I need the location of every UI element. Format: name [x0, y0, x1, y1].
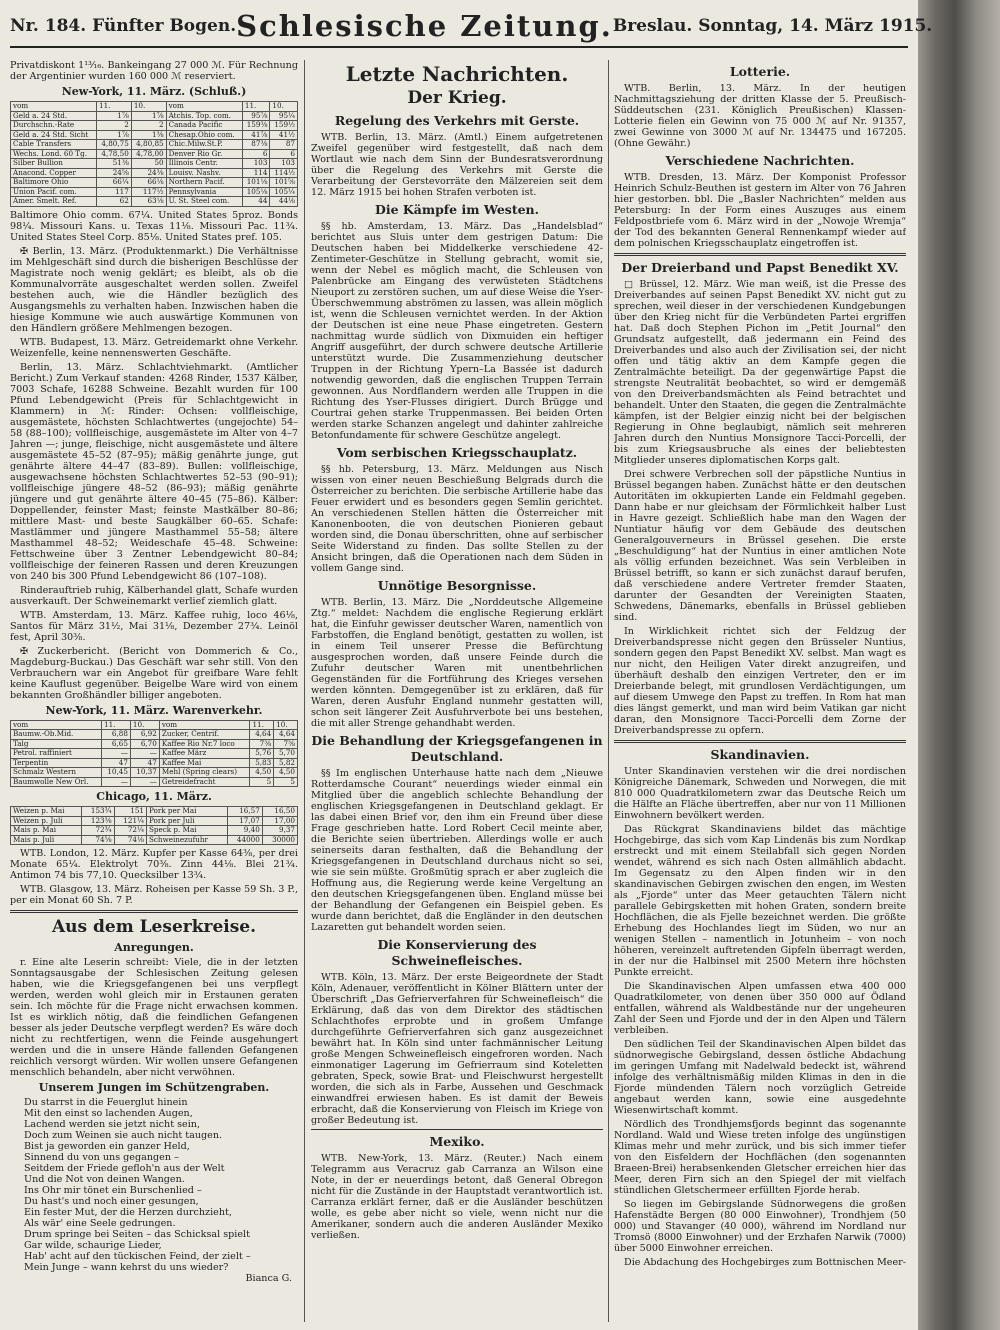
table-cell: 151: [114, 807, 146, 817]
table-cell: 17,07: [227, 816, 262, 826]
table-cell: 9,37: [262, 826, 297, 836]
article-body: Die Abdachung des Hochgebirges zum Bottnischen Meer-: [624, 1257, 906, 1268]
table-cell: 63⅛: [131, 197, 166, 207]
market-report: ✠ Zuckerbericht. (Bericht von Dommerich & Co., Magdeburg-Buckau.) Das Geschäft war sehr still. Von den Verbrauchern war ein Angebot für greifbare Ware fehlt keine Kauflust gegenüber. Beigelbe Ware wird von einem bekannten Großhändler billiger angeboten.: [10, 645, 298, 701]
table-cell: 2: [97, 121, 132, 131]
table-cell: Anacond. Copper: [11, 168, 97, 178]
poem-line: Du starrst in die Feuerglut hinein: [24, 1097, 188, 1108]
table-cell: Kaffee Rio Nr.7 loco: [159, 739, 250, 749]
article-headline: Unnötige Besorgnisse.: [377, 578, 537, 593]
reader-letter: r. Eine alte Leserin schreibt: Viele, die in der letzten Sonntagsausgabe der Schlesischen Zeitung gelesen haben, wie die Kriegsgefangenen bei uns verpflegt werden, werden wohl gleich mir in Erstaunen geraten sein. Ich möchte für die Frage nicht erwachsen kommen. Ist es wirklich nötig, daß die feindlichen Gefangenen besser als jeder Deutsche verpflegt werden? Es wäre doch nicht zu rechtfertigen, wenn die Feinde ausgehungert werden und die in unsere Hände fallenden Gefangenen reichlich versorgt würden. Wir wollen unsere Gefangenen menschlich behandeln, aber nicht verwöhnen.: [10, 957, 298, 1078]
table-cell: Chic.Milw.St.P.: [166, 140, 242, 150]
table-cell: 2: [131, 121, 166, 131]
chicago-table: [10, 806, 298, 845]
poem-line: Lachend werden sie jetzt nicht sein,: [24, 1119, 200, 1130]
table-cell: 114½: [270, 168, 298, 178]
article-body: In Wirklichkeit richtet sich der Feldzug der Dreiverbandspresse nicht gegen den Brüsseler Nuntius, sondern gegen den Papst Benedikt XV. selbst. Man wagt es nur nicht, den Heiligen Vater direkt anzugreifen, und überhäuft deshalb den einzigen Vertreter, den er im Dreierbande belegt, mit grundlosen Verdächtigungen, um auf diesem Umwege den Papst zu treffen. In Rom hat man dies längst gemerkt, und man wird beim Vatikan gar nicht daran, den Monsignore Tacci-Porcelli dem Zorne der Dreiverbandspresse zu opfern.: [614, 626, 906, 736]
poem-line: Mein Junge – wann kehrst du uns wieder?: [24, 1262, 229, 1273]
table-cell: Silber Bullion: [11, 159, 97, 169]
table-cell: Chesap.Ohio com.: [166, 130, 242, 140]
table-cell: Zucker, Centrif.: [159, 730, 250, 740]
table-cell: Mais p. Juli: [11, 835, 82, 845]
article-headline: Lotterie.: [729, 64, 791, 79]
table-cell: 6,92: [130, 730, 159, 740]
table-cell: —: [102, 749, 131, 759]
table-header: vom: [159, 720, 250, 730]
book-binding-edge: [918, 0, 1000, 1330]
table-cell: —: [102, 777, 131, 787]
article-headline: Skandinavien.: [710, 747, 810, 762]
poem-line: Sinnend du von uns gegangen –: [24, 1152, 179, 1163]
table-cell: Pork per Mai: [146, 807, 227, 817]
table-cell: Illinois Centr.: [166, 159, 242, 169]
table-cell: 7⅜: [250, 739, 274, 749]
table-cell: 4,50: [274, 768, 298, 778]
table-header: 11.: [97, 102, 132, 112]
table-cell: 5: [250, 777, 274, 787]
table-cell: 74⅛: [114, 835, 146, 845]
article-headline: Verschiedene Nachrichten.: [665, 153, 855, 168]
table-header: 10.: [274, 720, 298, 730]
table-cell: Petrol. raffiniert: [11, 749, 102, 759]
table-cell: 1⅞: [97, 130, 132, 140]
table-cell: 10,45: [102, 768, 131, 778]
table-cell: Schweinezufuhr: [146, 835, 227, 845]
column-rule: [304, 60, 305, 1322]
article-body: Drei schwere Verbrechen soll der päpstliche Nuntius in Brüssel begangen haben. Zunächst hätte er den deutschen Autoritäten im okkupierten Lande ein Feldmahl gegeben. Dann habe er nur gleichsam der Förmlichkeit halber Lust in Havre gezeigt. Schließlich habe man den Wagen der Nuntiatur häufig vor dem Gebäude des deutschen Generalgouverneurs in Brüssel gesehen. Die erste „Beschuldigung“ hat der Nuntius in einer amtlichen Note als völlig erfunden bezeichnet. Was sein Verbleiben in Brüssel betrifft, so kann er sich zunächst darauf berufen, daß verschiedene andere Vertreter fremder Staaten, darunter der Gesandten der Vereinigten Staaten, Schwedens, Dänemarks, ebenfalls in Brüssel geblieben sind.: [614, 469, 906, 623]
poem-signature: Bianca G.: [245, 1273, 292, 1284]
poem-line: Du hast's und noch einer gesungen,: [24, 1196, 199, 1207]
table-cell: Mais p. Mai: [11, 826, 82, 836]
table-cell: 103: [242, 159, 270, 169]
table-cell: Amer. Smelt. Ref.: [11, 197, 97, 207]
market-header-ware: New-York, 11. März. Warenverkehr.: [45, 703, 263, 717]
table-header: 11.: [102, 720, 131, 730]
section-divider: [614, 740, 906, 743]
article-body: Den südlichen Teil der Skandinavischen Alpen bildet das südnorwegische Gebirgsland, dessen östliche Abdachung im geringen Umfang mit Nadelwald bedeckt ist, während infolge des verhältnismäßig milden Klimas in den in die Fjorde mündenden Tälern noch vorzüglich Getreide angebaut werden kann, sowie eine ausgedehnte Wiesenwirtschaft kommt.: [614, 1039, 906, 1116]
issue-date: Breslau. Sonntag, 14. März 1915.: [612, 16, 933, 36]
table-cell: Pennsylvania: [166, 187, 242, 197]
poem-title: Unserem Jungen im Schützengraben.: [38, 1081, 270, 1094]
table-cell: 5,70: [274, 749, 298, 759]
poem-line: Und die Not von deinen Wangen.: [24, 1174, 185, 1185]
table-cell: 6: [270, 149, 298, 159]
table-cell: 6,70: [130, 739, 159, 749]
market-report: ✠ Berlin, 13. März. (Produktenmarkt.) Die Verhältnisse im Mehlgeschäft sind durch die bisherigen Beschlüsse der Magistrate noch wenig geklärt; es bleibt, als ob die Kommunalvorräte ausgeschaltet werden sollen. Zweifel bestehen auch, wie die Händler bezüglich des Ausgangsmehls zu verhalten haben. Inzwischen haben die hiesige Kommune wie auch auswärtige Kommunen von den Händlern größere Mehlmengen bezogen.: [10, 245, 298, 334]
table-cell: Pork per Juli: [146, 816, 227, 826]
table-header: vom: [11, 102, 97, 112]
table-cell: Denver Rio Gr.: [166, 149, 242, 159]
table-cell: —: [130, 777, 159, 787]
table-cell: 1⅜: [131, 130, 166, 140]
table-cell: 24⅜: [131, 168, 166, 178]
table-cell: Schmalz Western: [11, 768, 102, 778]
market-header-chicago: Chicago, 11. März.: [96, 790, 212, 803]
table-cell: 153¾: [82, 807, 114, 817]
table-cell: Mehl (Spring clears): [159, 768, 250, 778]
table-cell: 103: [270, 159, 298, 169]
table-cell: 105⅛: [242, 187, 270, 197]
table-row: [11, 178, 298, 188]
table-cell: 10,37: [130, 768, 159, 778]
poem-line: Ins Ohr mir tönet ein Burschenlied –: [24, 1185, 202, 1196]
table-row: [11, 121, 298, 131]
table-cell: 95¼: [270, 111, 298, 121]
table-cell: 16,50: [262, 807, 297, 817]
poem-line: Drum springe bei Seiten – das Schicksal spielt: [24, 1229, 250, 1240]
table-header: 11.: [242, 102, 270, 112]
poem-line: Mit den einst so lachenden Augen,: [24, 1108, 193, 1119]
article-body: Die Skandinavischen Alpen umfassen etwa 400 000 Quadratkilometer, von denen über 350 000 auf Ödland entfallen, während als Waldbestände nur der ungeheuren Zahl der Seen und Fjorde und der in den Alpen und Tälern verbleiben.: [614, 981, 906, 1036]
table-cell: 62: [97, 197, 132, 207]
poem-line: Seitdem der Friede gefloh'n aus der Welt: [24, 1163, 225, 1174]
table-header: 10.: [270, 102, 298, 112]
table-cell: 7⅜: [274, 739, 298, 749]
article-body: WTB. Berlin, 13. März. (Amtl.) Einem aufgetretenen Zweifel gegenüber wird festgestellt, daß nach dem Wortlaut wie nach dem Sinn der Bundesratsverordnung über die Regelung des Verkehrs mit Gerste die Verarbeitung der Gerstevorräte den Mälzereien seit dem 12. März 1915 bei hohen Strafen verboten ist.: [311, 132, 603, 198]
table-cell: 41⅞: [242, 130, 270, 140]
table-cell: 5,76: [250, 749, 274, 759]
poem-line: Gar wilde, schaurige Lieder,: [24, 1240, 162, 1251]
article-headline: Vom serbischen Kriegsschauplatz.: [336, 445, 578, 460]
table-cell: 24⅝: [97, 168, 132, 178]
table-cell: 123⅜: [82, 816, 114, 826]
article-body: □ Brüssel, 12. März. Wie man weiß, ist die Presse des Dreiverbandes auf seinen Papst Benedikt XV. nicht gut zu sprechen, weil dieser in der verschiedenen Kundgebungen über den Krieg nicht für die Verbündeten Partei ergriffen hat. Daß doch Stephen Pichon im „Petit Journal“ den Grundsatz aufgestellt, daß jedermann ein Feind des Dreiverbandes und also auch der Zivilisation sei, der nicht offen und tätig aktiv an dem Kampfe gegen die Zentralmächte beteiligt. Da der gegenwärtige Papst die strengste Neutralität beobachtet, so wird er demgemäß von den Dreiverbandsmächten als Feind betrachtet und behandelt. Unter den Staaten, die gegen die Zentralmächte kämpfen, ist der Belgier einzig nicht bei der belgischen Regierung in Ohne beglaubigt, nämlich seit mehreren Jahren durch den Nuntius Monsignore Tacci-Porcelli, der bis zum Kriegsausbruche als eines der beliebtesten Mitglieder unseres diplomatischen Korps galt.: [614, 279, 906, 466]
section-divider: [311, 1129, 603, 1130]
table-cell: 9,40: [227, 826, 262, 836]
poem-line: Hab' acht auf den tückischen Feind, der zielt –: [24, 1251, 251, 1262]
table-row: [11, 826, 298, 836]
market-report: WTB. Amsterdam, 13. März. Kaffee ruhig, loco 46⅛, Santos für März 31½, Mai 31⅛, Dezember 27¾. Leinöl fest, April 30⅜.: [10, 609, 298, 643]
poem-line: Doch zum Weinen sie auch nicht taugen.: [24, 1130, 223, 1141]
table-cell: 95⅞: [242, 111, 270, 121]
article-headline: Der Dreierband und Papst Benedikt XV.: [621, 260, 899, 275]
table-cell: 72¼: [114, 826, 146, 836]
newspaper-title: Schlesische Zeitung.: [236, 9, 613, 43]
table-cell: 47: [102, 758, 131, 768]
table-cell: 4,80,85: [131, 140, 166, 150]
table-cell: 117½: [131, 187, 166, 197]
market-report-london: WTB. London, 12. März. Kupfer per Kasse 64⅜, per drei Monate 65¼. Elektrolyt 70⅜. Zinn 44⅛. Blei 21¾. Antimon 74 bis 77,10. Quecksilber 13¾.: [10, 848, 298, 881]
table-row: [11, 159, 298, 169]
table-cell: 6,88: [102, 730, 131, 740]
article-body: WTB. Berlin, 13. März. Die „Norddeutsche Allgemeine Ztg.“ meldet: Nachdem die englische Regierung erklärt hat, die Einfuhr gewisser deutscher Waren, namentlich von Farbstoffen, die England benötigt, gestatten zu wollen, ist in einem Teil unserer Presse die Befürchtung ausgesprochen worden, daß unsere Feinde durch die Zufuhr deutscher Waren mit unentbehrlichen Gegenständen für die Fortführung des Krieges versehen werden könnten. Demgegenüber ist zu erklären, daß für Waren, deren Ausfuhr England nunmehr gestatten will, schon seit längerer Zeit Ausfuhrverbote bei uns bestehen, die mit aller Strenge gehandhabt werden.: [311, 597, 603, 729]
column-latest-news: [311, 60, 603, 1322]
article-body: Nördlich des Trondhjemsfjords beginnt das sogenannte Nordland. Wald und Wiese treten infolge des ungünstigen Klimas mehr und mehr zurück, und bis sich immer tiefer von den Eisfeldern der Hochflächen (den sogenannten Braeen-Brei) herabsenkenden Gletscher erreichen hier das Meer, deren Firn sich an den Spiegel der mit vielfach stündlichen Gletschermeer erfüllten Fjorde herab.: [614, 1119, 906, 1196]
article-body: WTB. New-York, 13. März. (Reuter.) Nach einem Telegramm aus Veracruz gab Carranza an Wilson eine Note, in der er neuerdings betont, daß General Obregon nicht für die Zustände in der Hauptstadt verantwortlich ist. Carranza erklärt ferner, daß er die Ausländer beschützen wolle, es gebe aber nicht so viele, wenn nicht nur die Amerikaner, sondern auch die anderen Ausländer Mexiko verließen.: [311, 1153, 603, 1241]
table-cell: 72¾: [82, 826, 114, 836]
section-title-latest: Letzte Nachrichten.: [345, 62, 569, 86]
table-cell: 44⅛: [270, 197, 298, 207]
table-cell: 17,00: [262, 816, 297, 826]
table-cell: Kaffee Mai: [159, 758, 250, 768]
table-cell: Louisv. Nashv.: [166, 168, 242, 178]
article-body: WTB. Köln, 13. März. Der erste Beigeordnete der Stadt Köln, Adenauer, veröffentlicht in Kölner Blättern unter der Überschrift „Das Gefrierverfahren für Schweinefleisch“ die Erklärung, daß das von dem Direktor des städtischen Schlachthofes erprobte und in großem Umfange durchgeführte Gefrierverfahren sich ganz ausgezeichnet bewährt hat. In Köln sind unter fachmännischer Leitung große Mengen Schweinefleisch eingefroren worden. Nach einmonatiger Lagerung im Gefrierraum sind Koteletten gebraten, Speck, sowie Brat- und Fleischwurst hergestellt worden, die sich als in Farbe, Aussehen und Geschmack einwandfrei erwiesen haben. Es ist damit der Beweis erbracht, daß die Konservierung von Fleisch im Kriege von großer Bedeutung ist.: [311, 972, 603, 1126]
table-cell: 66⅛: [131, 178, 166, 188]
table-cell: 105¼: [270, 187, 298, 197]
section-divider: [10, 910, 298, 913]
table-cell: 87: [270, 140, 298, 150]
table-cell: Getreidefracht: [159, 777, 250, 787]
table-cell: Union Pacif. com.: [11, 187, 97, 197]
table-row: [11, 197, 298, 207]
article-body: Das Rückgrat Skandinaviens bildet das mächtige Hochgebirge, das sich vom Kap Lindenäs bis zum Nordkap erstreckt und mit einem Steilabfall sich gegen Norden wendet, während es sich nach Osten allmählich abdacht. Im Gegensatz zu den Alpen finden wir in den skandinavischen Gebirgen zwischen den engen, im Westen als „Fjorde“ unter das Meer getauchten Tälern nicht parallele Gebirgsketten mit hohen Graten, sondern breite Hochflächen, die als Fjelle bezeichnet werden. Die größte Erhebung des Hochlandes liegt im Süden, wo nur an wenigen Stellen – namentlich in Jotunheim – von noch höheren, vereinzelt auftretenden Gipfeln überragt werden, in der nur die Halbinsel mit 2500 Metern ihre höchsten Punkte erreicht.: [614, 824, 906, 978]
table-cell: 50: [131, 159, 166, 169]
poem: [24, 1097, 298, 1273]
article-body: WTB. Dresden, 13. März. Der Komponist Professor Heinrich Schulz-Beuthen ist gestern im Alter von 76 Jahren hier gestorben. bbl. Die „Basler Nachrichten“ melden aus Petersburg: In der Form eines Auszuges aus einem Feldpostbriefe vom 6. März wird in der „Nowoje Wremja“ der Tod des bekannten General Rennenkampf wieder auf dem polnischen Kriegsschauplatz eingetroffen ist.: [614, 172, 906, 249]
table-cell: Cable Transfers: [11, 140, 97, 150]
table-cell: Durchschn.-Rate: [11, 121, 97, 131]
table-row: [11, 768, 298, 778]
table-header: 10.: [130, 720, 159, 730]
market-report-glasgow: WTB. Glasgow, 13. März. Roheisen per Kasse 59 Sh. 3 P., per ein Monat 60 Sh. 7 P.: [10, 884, 298, 906]
masthead: [10, 6, 933, 48]
table-cell: U. St. Steel com.: [166, 197, 242, 207]
poem-line: Als wär' eine Seele gedrungen.: [24, 1218, 176, 1229]
article-headline: Die Behandlung der Kriegsgefangenen in Deutschland.: [311, 733, 603, 764]
market-report: Rinderauftrieb ruhig, Kälberhandel glatt, Schafe wurden ausverkauft. Der Schweinemarkt verlief ziemlich glatt.: [10, 584, 298, 607]
article-body: So liegen im Gebirgslande Südnorwegens die großen Hafenstädte Bergen (80 000 Einwohner), Trondhjem (50 000) und Stavanger (40 000), während im Nordland nur Tromsö (8000 Einwohner) und der Erzhafen Narwik (7000) über 5000 Einwohner erreichen.: [614, 1199, 906, 1254]
table-cell: —: [130, 749, 159, 759]
market-report: WTB. Budapest, 13. März. Getreidemarkt ohne Verkehr. Weizenfelle, keine nennenswerten Geschäfte.: [10, 336, 298, 359]
table-cell: 4,64: [274, 730, 298, 740]
table-cell: 159⅜: [242, 121, 270, 131]
table-cell: Weizen p. Mai: [11, 807, 82, 817]
market-report: Berlin, 13. März. Schlachtviehmarkt. (Amtlicher Bericht.) Zum Verkauf standen: 4268 Rinder, 1537 Kälber, 7003 Schafe, 16288 Schweine. Bezahlt wurden für 100 Pfund Lebendgewicht (Preis für Schlachtgewicht in Klammern) in ℳ: Rinder: Ochsen: vollfleischige, ausgemästete, höchsten Schlachtwertes (ungejochte) 54–58 (88–100); vollfleischige, ausgemästete im Alter von 4–7 Jahren —; junge, fleischige, nicht ausgemästete und ältere ausgemästete 45–52 (87–95); mäßig genährte junge, gut genährte ältere 44–47 (83–89). Bullen: vollfleischige, ausgewachsene höchsten Schlachtwertes 52–53 (90–91); vollfleischige jüngere 48–52 (86–93); mäßig genährte jüngere und gut genährte ältere 40–45 (75–86). Kälber: Doppellender, feinster Mast; feinste Mastkälber 80–86; mittlere Mast- und beste Saugkälber 60–65. Schafe: Mastlämmer und jüngere Masthammel 55–58; ältere Masthammel 48–52; Weideschafe 45–48. Schweine: Fettschweine über 3 Zentner Lebendgewicht 80–84; vollfleischige der feineren Rassen und deren Kreuzungen von 240 bis 300 Pfund Lebendgewicht 86 (107–108).: [10, 361, 298, 582]
table-cell: 5: [274, 777, 298, 787]
market-header-newyork: New-York, 11. März. (Schluß.): [61, 85, 247, 98]
table-cell: Canada Pacific: [166, 121, 242, 131]
table-cell: 1⅞: [131, 111, 166, 121]
table-cell: 41½: [270, 130, 298, 140]
table-cell: Geld a. 24 Std.: [11, 111, 97, 121]
issue-number: Nr. 184. Fünfter Bogen.: [10, 16, 237, 36]
table-cell: 101⅛: [242, 178, 270, 188]
table-cell: 4,80,75: [97, 140, 132, 150]
table-row: [11, 807, 298, 817]
table-cell: 74⅝: [82, 835, 114, 845]
table-row: [11, 730, 298, 740]
article-headline: Mexiko.: [429, 1134, 485, 1149]
table-cell: Baumw.-Ob.Mid.: [11, 730, 102, 740]
table-cell: 4,78,00: [131, 149, 166, 159]
table-cell: 5,83: [250, 758, 274, 768]
table-cell: 121¼: [114, 816, 146, 826]
table-cell: 47: [130, 758, 159, 768]
table-cell: 6,65: [102, 739, 131, 749]
newyork-stock-table: [10, 101, 298, 207]
table-cell: Atchis. Top. com.: [166, 111, 242, 121]
table-cell: 101⅝: [270, 178, 298, 188]
table-cell: 159½: [270, 121, 298, 131]
table-header: 11.: [250, 720, 274, 730]
table-cell: 4,78,50: [97, 149, 132, 159]
table-cell: 114: [242, 168, 270, 178]
section-title-war: Der Krieg.: [407, 88, 507, 108]
table-cell: Baumwolle New Orl.: [11, 777, 102, 787]
table-header: 10.: [131, 102, 166, 112]
table-row: [11, 835, 298, 845]
article-body: §§ Im englischen Unterhause hatte nach dem „Nieuwe Rotterdamsche Courant“ neuerdings wieder einmal ein Mitglied über die angeblich schlechte Behandlung der englischen Kriegsgefangenen in Deutschland geklagt. Er las dabei einen Brief vor, den ihm ein Freund über diese Frage geschrieben hatte. Lord Robert Cecil meinte aber, die Berichte seien übertrieben. Allerdings wolle er auch seinerseits daran festhalten, daß die Behandlung der Kriegsgefangenen in Deutschland durchaus nicht so sei, wie sie sein müßte. Großmütig sprach er aber zugleich die Hoffnung aus, die Regierung werde keine Vergeltung an den deutschen Kriegsgefangenen üben. England müsse bei der Behandlung der Gefangenen ein Beispiel geben. Es wurde dann berichtet, daß die Engländer in den deutschen Lazaretten gut behandelt worden seien.: [311, 768, 603, 933]
table-header: vom: [11, 720, 102, 730]
reader-subtitle: Anregungen.: [114, 941, 194, 954]
table-cell: 16,57: [227, 807, 262, 817]
article-headline: Regelung des Verkehrs mit Gerste.: [334, 113, 580, 128]
table-cell: Geld a. 24 Std. Sicht: [11, 130, 97, 140]
table-cell: 30000: [262, 835, 297, 845]
poem-line: Bist ja geworden ein ganzer Held,: [24, 1141, 190, 1152]
table-cell: Wechs. Lond. 60 Tg.: [11, 149, 97, 159]
table-cell: 117: [97, 187, 132, 197]
table-cell: Baltimore Ohio: [11, 178, 97, 188]
table-cell: Speck p. Mai: [146, 826, 227, 836]
finance-intro: Privatdiskont 1¹³⁄₁₆. Bankeingang 27 000 ℳ. Für Rechnung der Argentinier wurden 160 000 ℳ reserviert.: [10, 60, 298, 82]
article-body: WTB. Berlin, 13. März. In der heutigen Nachmittagsziehung der dritten Klasse der 5. Preußisch-Süddeutschen (231. Königlich Preußischen) Klassen-Lotterie fielen ein Gewinn von 75 000 ℳ auf Nr. 91357, zwei Gewinne von 3000 ℳ auf Nr. 134475 und 167205. (Ohne Gewähr.): [614, 83, 906, 149]
newyork-note: Baltimore Ohio comm. 67¼. United States 5proz. Bonds 98¼. Missouri Kans. u. Texas 11⅛. Missouri Pac. 11¾. United States Steel Corp. 85⅛. United States pref. 105.: [10, 209, 298, 243]
table-cell: 6: [242, 149, 270, 159]
table-cell: 44000: [227, 835, 262, 845]
article-headline: Die Konservierung des Schweinefleisches.: [377, 937, 537, 968]
column-rule: [608, 60, 609, 1322]
table-cell: Terpentin: [11, 758, 102, 768]
column-markets: [10, 60, 298, 1322]
table-header: vom: [166, 102, 242, 112]
table-cell: Kaffee März: [159, 749, 250, 759]
table-cell: 51⅜: [97, 159, 132, 169]
table-cell: 44: [242, 197, 270, 207]
reader-section-title: Aus dem Leserkreise.: [51, 917, 257, 937]
table-cell: 1⅞: [97, 111, 132, 121]
table-cell: 66¼: [97, 178, 132, 188]
table-cell: 87⅜: [242, 140, 270, 150]
section-divider: [614, 253, 906, 256]
table-cell: 4,64: [250, 730, 274, 740]
column-misc-news: [614, 60, 906, 1322]
article-body: §§ hb. Petersburg, 13. März. Meldungen aus Nisch wissen von einer neuen Beschießung Belgrads durch die Österreicher zu berichten. Die serbische Artillerie habe das Feuer erwidert und es besonders gegen Semlin gerichtet. An verschiedenen Stellen hätten die Österreicher mit Kanonenbooten, die von deutschen Pionieren gebaut worden sind, die Donau überschritten, ohne auf serbischer Seite Widerstand zu finden. Das sollte Stellen zu der Ansicht bringen, daß die Operationen nach dem Süden in vollem Gange sind.: [311, 464, 603, 574]
table-row: [11, 749, 298, 759]
table-cell: 4,50: [250, 768, 274, 778]
table-cell: Weizen p. Juli: [11, 816, 82, 826]
table-row: [11, 777, 298, 787]
poem-line: Ein fester Mut, der die Herzen durchzieht,: [24, 1207, 232, 1218]
article-body: §§ hb. Amsterdam, 13. März. Das „Handelsblad“ berichtet aus Sluis unter dem gestrigen Datum: Die Deutschen haben bei Middelkerke verschiedene 42-Zentimeter-Geschütze in Stellung gebracht, womit sie, wenn der Nebel es möglich macht, die Schleusen von Palenbrücke am Eingang des verwüsteten Städtchens Nieuport zu zerstören suchen, um auf diese Weise die Yser-Überschwemmung abströmen zu lassen, was allein möglich ist, wenn die Schleusen vernichtet werden. In der Aktion der Deutschen ist eine neue Phase eingetreten. Gestern nachmittag wurde südlich von Dixmuiden ein heftiger Angriff ausgeführt, der durch schwere deutsche Artillerie unterstützt wurde. Die Zusammenziehung deutscher Truppen in der Richtung Ypern–La Bassée ist dadurch notwendig geworden, daß die englischen Truppen Terrain gewonnen. Aus Nordflandern werden alle Truppen in die Richtung des Yser-Flusses dirigiert. Durch Brügge und Courtrai gehen starke Truppenmassen. Bei beiden Orten werden starke Schanzen angelegt und dahinter zahlreiche Betonfundamente für schwere Geschütze angelegt.: [311, 221, 603, 441]
article-headline: Die Kämpfe im Westen.: [374, 202, 539, 217]
table-cell: Northern Pacif.: [166, 178, 242, 188]
newyork-goods-table: [10, 720, 298, 788]
article-body: Unter Skandinavien verstehen wir die drei nordischen Königreiche Dänemark, Schweden und Norwegen, die mit 810 000 Quadratkilometern zwar das Deutsche Reich um die Hälfte an Fläche übertreffen, aber nur von 11 Millionen Einwohnern bevölkert werden.: [614, 766, 906, 821]
table-cell: Talg: [11, 739, 102, 749]
table-cell: 5,82: [274, 758, 298, 768]
table-row: [11, 140, 298, 150]
